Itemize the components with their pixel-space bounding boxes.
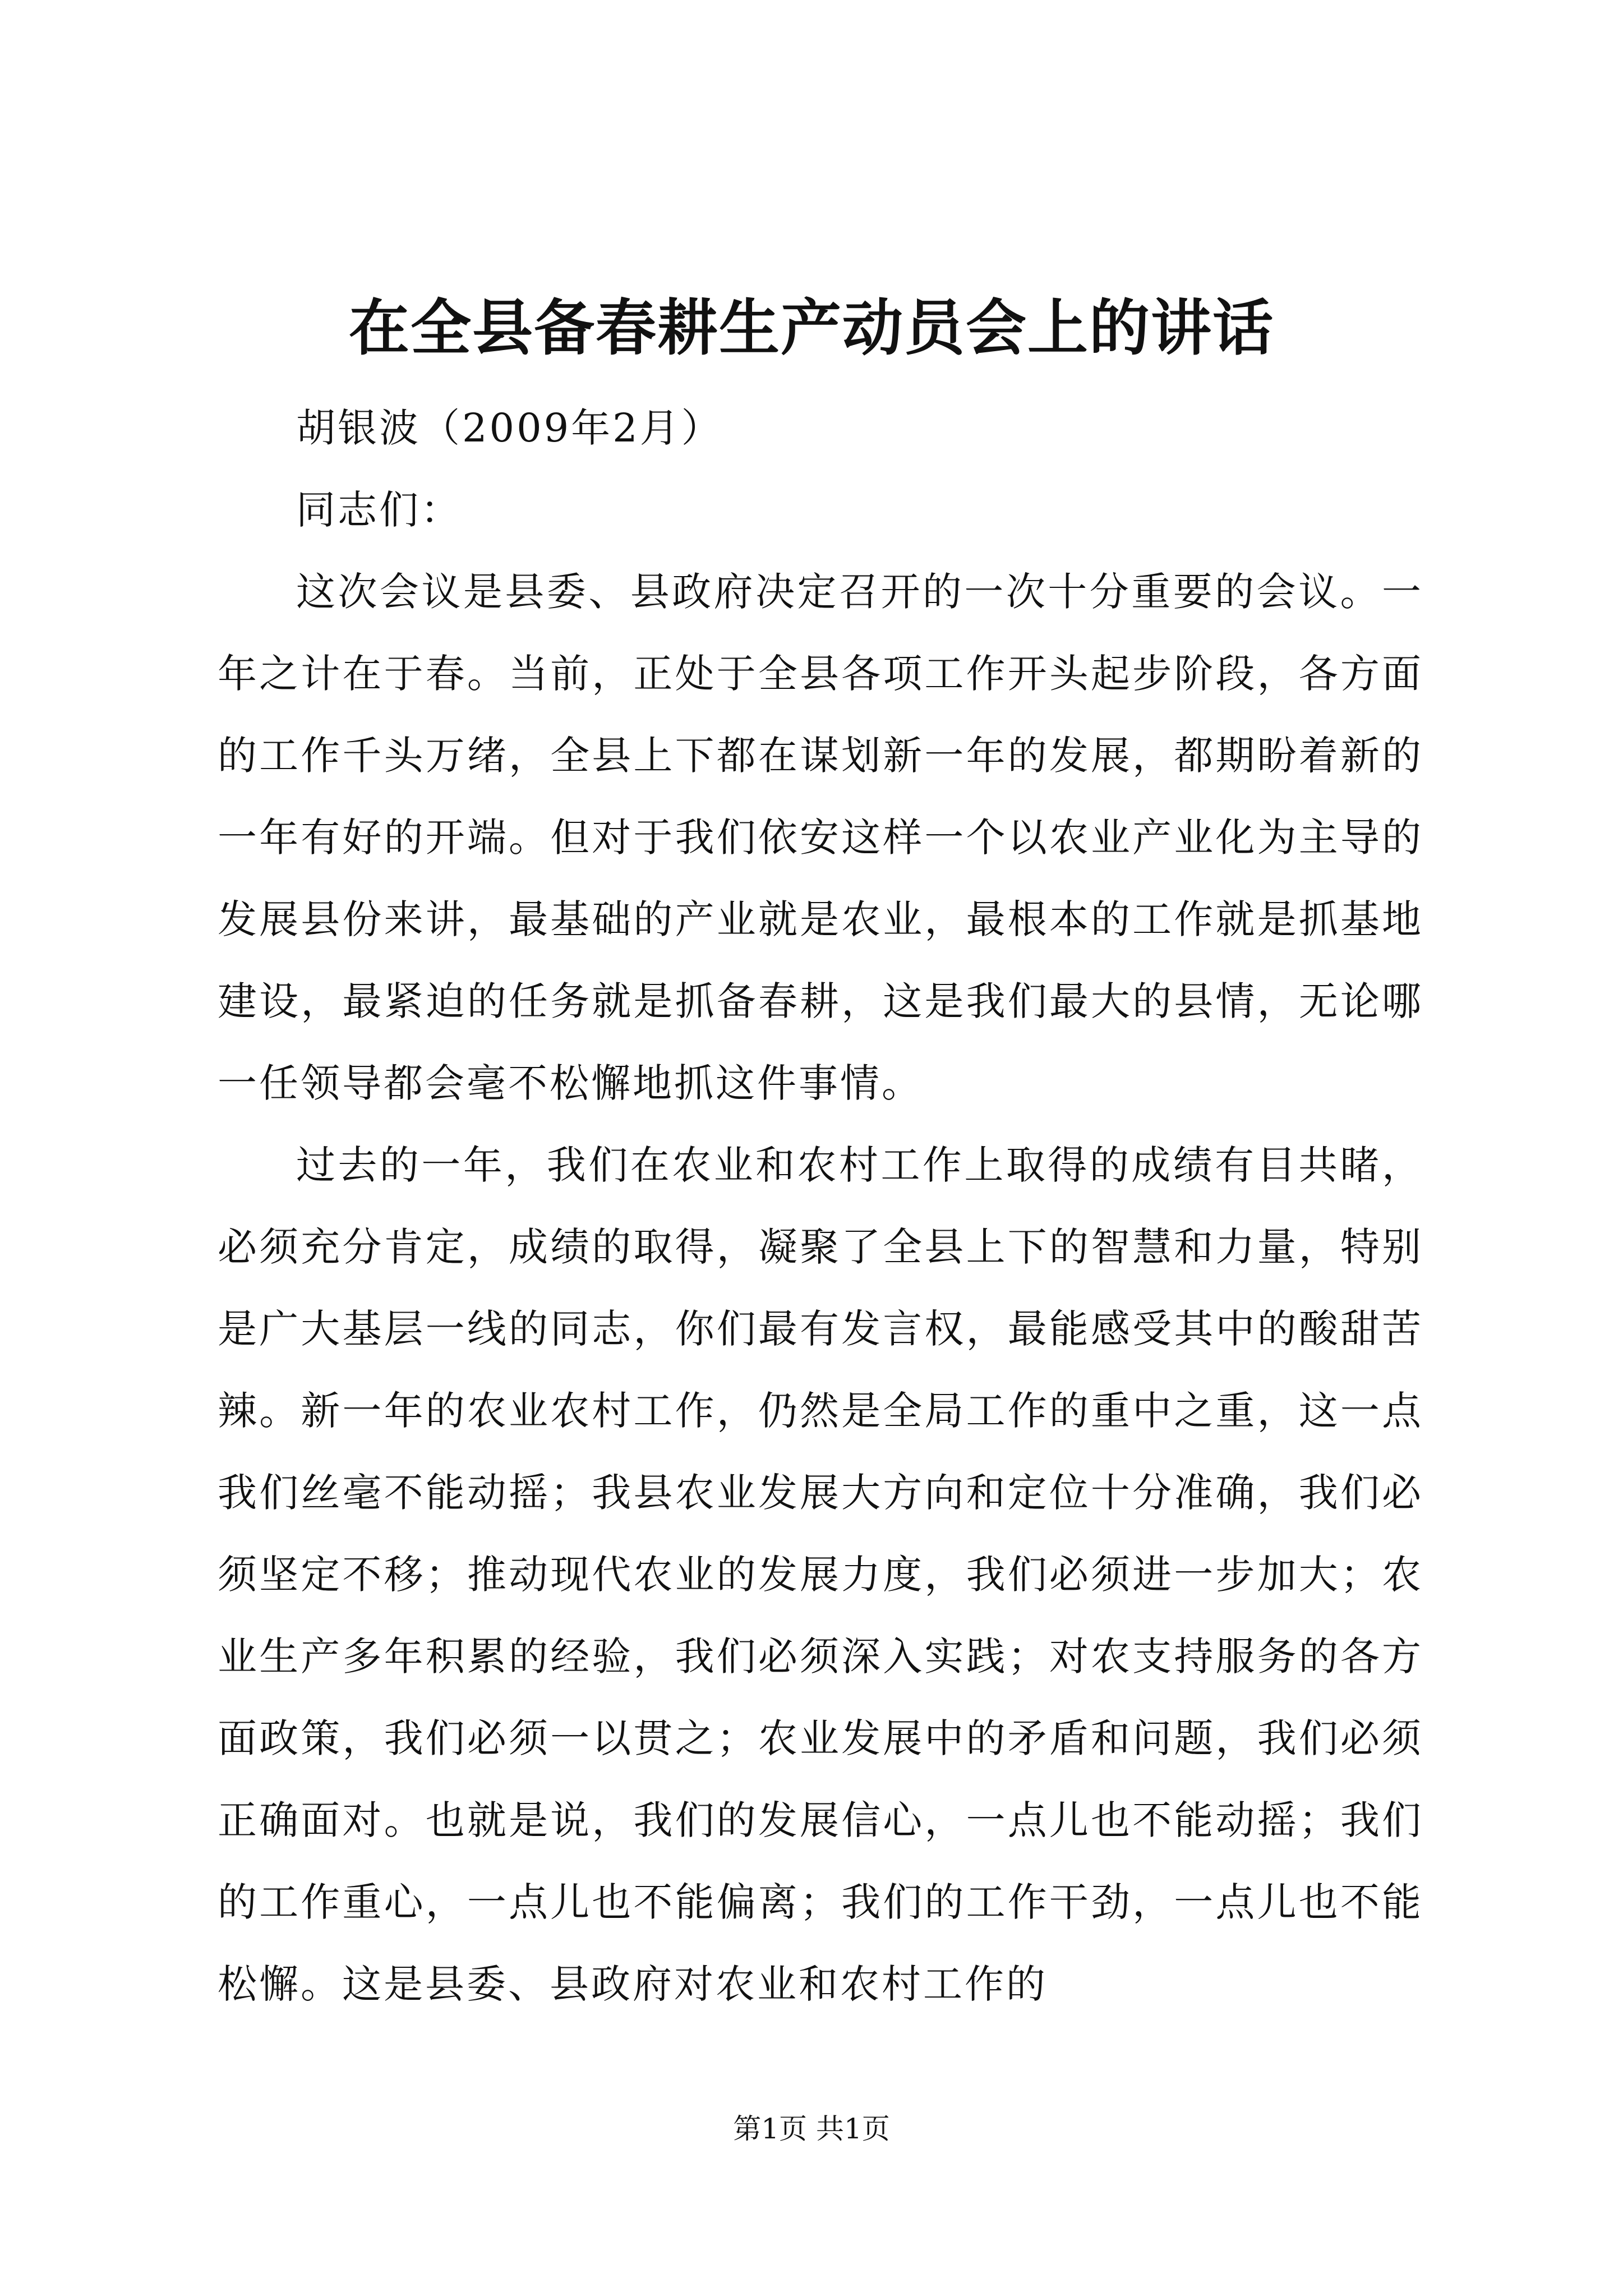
- salutation: 同志们：: [296, 487, 462, 533]
- byline: 胡银波（2009年2月）: [296, 405, 723, 451]
- document-body: [218, 387, 1423, 2025]
- document-title: 在全县备春耕生产动员会上的讲话: [348, 293, 1274, 364]
- paragraph-2: 过去的一年，我们在农业和农村工作上取得的成绩有目共睹，必须充分肯定，成绩的取得，凝聚了全县上下的智慧和力量，特别是广大基层一线的同志，你们最有发言权，最能感受其中的酸甜苦辣。新一年的农业农村工作，仍然是全局工作的重中之重，这一点我们丝毫不能动摇；我县农业发展大方向和定位十分准确，我们必须坚定不移；推动现代农业的发展力度，我们必须进一步加大；农业生产多年积累的经验，我们必须深入实践；对农支持服务的各方面政策，我们必须一以贯之；农业发展中的矛盾和问题，我们必须正确面对。也就是说，我们的发展信心，一点儿也不能动摇；我们的工作重心，一点儿也不能偏离；我们的工作干劲，一点儿也不能松懈。这是县委、县政府对农业和农村工作的: [218, 1142, 1423, 2007]
- paragraph-1: 这次会议是县委、县政府决定召开的一次十分重要的会议。一年之计在于春。当前，正处于全县各项工作开头起步阶段，各方面的工作千头万绪，全县上下都在谋划新一年的发展，都期盼着新的一年有好的开端。但对于我们依安这样一个以农业产业化为主导的发展县份来讲，最基础的产业就是农业，最根本的工作就是抓基地建设，最紧迫的任务就是抓备春耕，这是我们最大的县情，无论哪一任领导都会毫不松懈地抓这件事情。: [218, 569, 1423, 1106]
- page-footer: 第1页 共1页: [733, 2113, 890, 2145]
